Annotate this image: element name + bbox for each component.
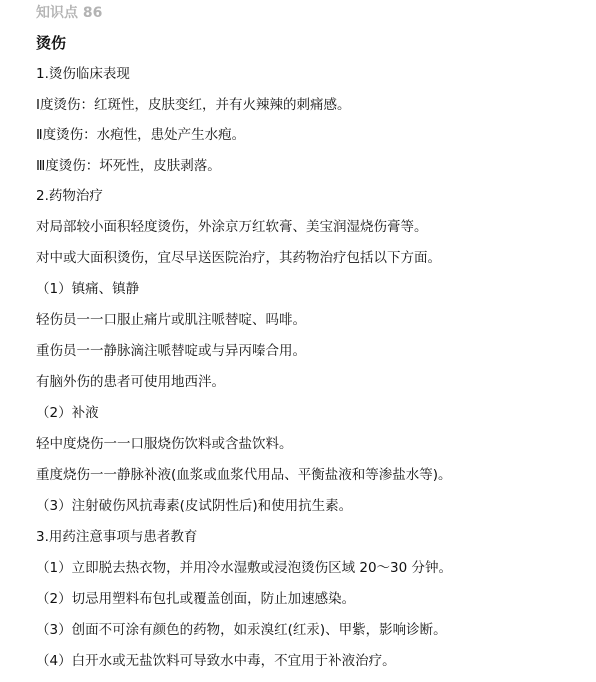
subsection-heading-precautions: 3.用药注意事项与患者教育 — [36, 529, 198, 545]
text-line: 重伤员一一静脉滴注哌替啶或与异丙嗪合用。 — [36, 343, 306, 359]
text-line: （3）创面不可涂有颜色的药物，如汞溴红(红汞)、甲紫，影响诊断。 — [36, 622, 447, 638]
text-line: Ⅱ度烫伤：水疱性，患处产生水疱。 — [36, 127, 246, 143]
text-line: （2）补液 — [36, 405, 99, 421]
text-line: 对中或大面积烫伤，宜尽早送医院治疗，其药物治疗包括以下方面。 — [36, 250, 441, 266]
text-line: 对局部较小面积轻度烫伤，外涂京万红软膏、美宝润湿烧伤膏等。 — [36, 219, 428, 235]
text-line: 有脑外伤的患者可使用地西泮。 — [36, 374, 225, 390]
subsection-heading-clinical: 1.烫伤临床表现 — [36, 66, 130, 82]
subsection-heading-treatment: 2.药物治疗 — [36, 188, 103, 204]
text-line: （3）注射破伤风抗毒素(皮试阴性后)和使用抗生素。 — [36, 498, 353, 514]
text-line: Ⅲ度烫伤：坏死性，皮肤剥落。 — [36, 158, 221, 174]
text-line: （2）切忌用塑料布包扎或覆盖创面，防止加速感染。 — [36, 591, 356, 607]
section-title: 烫伤 — [36, 34, 67, 52]
text-line: （1）镇痛、镇静 — [36, 281, 140, 297]
knowledge-point-label: 知识点 86 — [36, 5, 103, 21]
text-line: （1）立即脱去热衣物，并用冷水湿敷或浸泡烫伤区域 20～30 分钟。 — [36, 560, 453, 576]
text-line: 重度烧伤一一静脉补液(血浆或血浆代用品、平衡盐液和等渗盐水等)。 — [36, 467, 452, 483]
text-line: （4）白开水或无盐饮料可导致水中毒，不宜用于补液治疗。 — [36, 653, 396, 669]
text-line: 轻中度烧伤一一口服烧伤饮料或含盐饮料。 — [36, 436, 293, 452]
text-line: Ⅰ度烫伤：红斑性，皮肤变红，并有火辣辣的刺痛感。 — [36, 97, 351, 113]
text-line: 轻伤员一一口服止痛片或肌注哌替啶、吗啡。 — [36, 312, 306, 328]
